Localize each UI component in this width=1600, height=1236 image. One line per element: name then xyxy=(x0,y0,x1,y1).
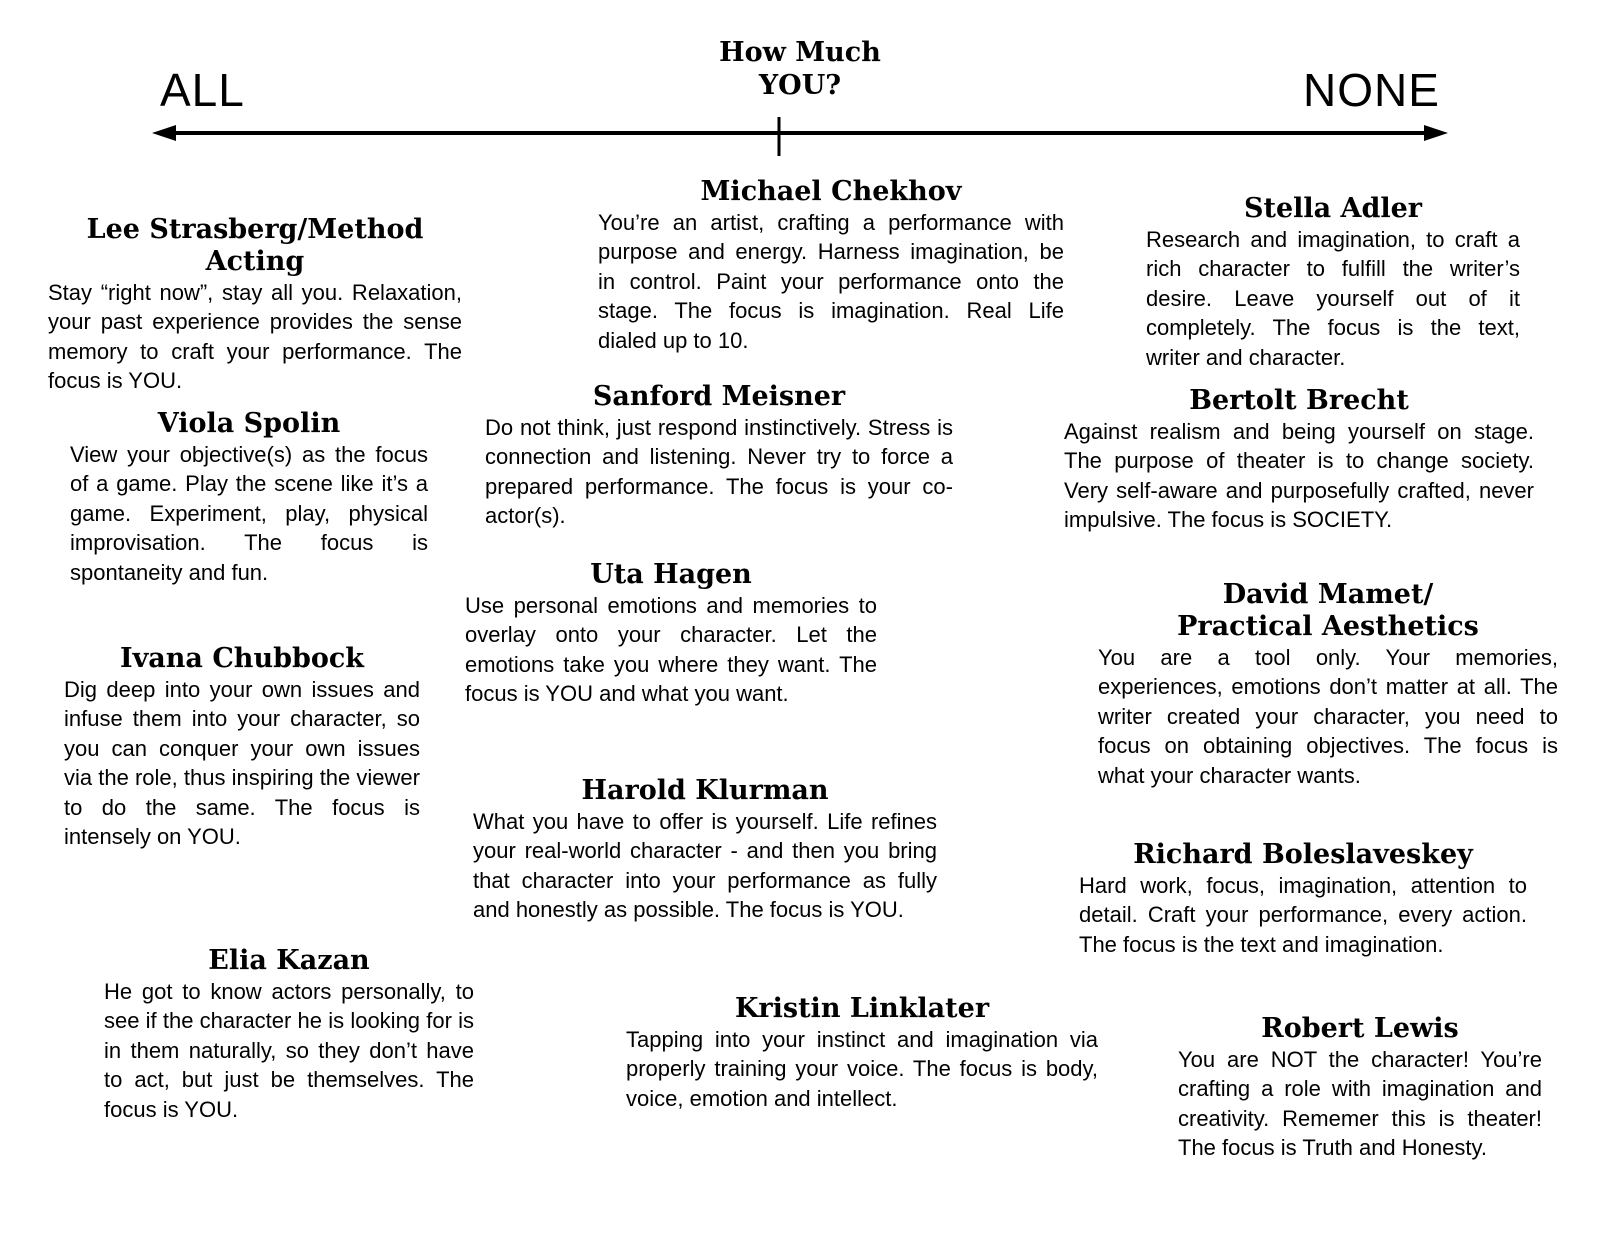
method-card-hagen xyxy=(465,559,877,709)
method-card-kazan xyxy=(104,945,474,1124)
method-card-meisner xyxy=(485,381,953,531)
axis-title xyxy=(700,36,900,102)
method-description: View your objective(s) as the focus of a game. Play the scene like it’s a game. Experiment, play, physical improvisation. The focus is spontaneity and fun. xyxy=(70,442,428,585)
method-card-brecht xyxy=(1064,385,1534,535)
method-card-mamet xyxy=(1098,579,1558,790)
method-description: Tapping into your instinct and imagination via properly training your voice. The focus is body, voice, emotion and intellect. xyxy=(626,1027,1098,1111)
method-name: Michael Chekhov xyxy=(700,176,962,207)
method-card-lewis xyxy=(1178,1013,1542,1163)
method-name: Viola Spolin xyxy=(157,408,341,439)
method-description: Do not think, just respond instinctively. Stress is connection and listening. Never try to force a prepared performance. The focus is your co-actor(s). xyxy=(485,415,953,529)
method-name-line1: David Mamet/ xyxy=(1222,579,1434,610)
method-description: Hard work, focus, imagination, attention to detail. Craft your performance, every action. The focus is the text and imagination. xyxy=(1079,873,1527,957)
method-description: You’re an artist, crafting a performance with purpose and energy. Harness imagination, be in control. Paint your performance onto the stage. The focus is imagination. Real Life dialed up to 10. xyxy=(598,210,1064,353)
method-description: You are NOT the character! You’re crafting a role with imagination and creativity. Rememer this is theater! The focus is Truth and Honesty. xyxy=(1178,1047,1542,1161)
method-name: Bertolt Brecht xyxy=(1189,385,1409,416)
method-name: Ivana Chubbock xyxy=(119,643,364,674)
method-description: You are a tool only. Your memories, experiences, emotions don’t matter at all. The writer created your character, you need to focus on obtaining objectives. The focus is what your character wants. xyxy=(1098,645,1558,788)
method-name xyxy=(1098,579,1558,643)
method-card-strasberg xyxy=(48,214,462,396)
axis-arrow-right xyxy=(1424,125,1448,141)
method-name: Stella Adler xyxy=(1243,193,1423,224)
method-card-boleslaveskey xyxy=(1079,839,1527,959)
method-description: Against realism and being yourself on stage. The purpose of theater is to change society. Very self-aware and purposefully crafted, never impulsive. The focus is SOCIETY. xyxy=(1064,419,1534,533)
method-description: Stay “right now”, stay all you. Relaxation, your past experience provides the sense memory to craft your performance. The focus is YOU. xyxy=(48,280,462,394)
axis-title-line1: How Much xyxy=(719,37,881,68)
method-description: What you have to offer is yourself. Life refines your real-world character - and then you bring that character into your performance as fully and honestly as possible. The focus is YOU. xyxy=(473,809,937,923)
axis-title-line2: YOU? xyxy=(758,70,842,101)
method-card-chubbock xyxy=(64,643,420,851)
axis-arrow-left xyxy=(152,125,176,141)
method-card-klurman xyxy=(473,775,937,925)
method-name: Robert Lewis xyxy=(1261,1013,1459,1044)
axis-label-none: NONE xyxy=(1303,64,1440,116)
method-name: Harold Klurman xyxy=(581,775,829,806)
method-name: Sanford Meisner xyxy=(592,381,846,412)
method-name: Richard Boleslaveskey xyxy=(1133,839,1473,870)
method-name: Lee Strasberg/Method Acting xyxy=(86,214,424,277)
method-description: Dig deep into your own issues and infuse them into your character, so you can conquer your own issues via the role, thus inspiring the viewer to do the same. The focus is intensely on YOU. xyxy=(64,677,420,850)
method-card-linklater xyxy=(626,993,1098,1113)
method-card-spolin xyxy=(70,408,428,587)
method-name-line2: Practical Aesthetics xyxy=(1177,611,1479,642)
method-name: Elia Kazan xyxy=(208,945,370,976)
method-card-chekhov xyxy=(598,176,1064,355)
method-name: Kristin Linklater xyxy=(734,993,990,1024)
method-description: Research and imagination, to craft a rich character to fulfill the writer’s desire. Leave yourself out of it completely. The focus is the text, writer and character. xyxy=(1146,227,1520,370)
method-card-adler xyxy=(1146,193,1520,372)
spectrum-axis xyxy=(150,116,1450,166)
method-description: He got to know actors personally, to see if the character he is looking for is in them naturally, so they don’t have to act, but just be themselves. The focus is YOU. xyxy=(104,979,474,1122)
method-description: Use personal emotions and memories to overlay onto your character. Let the emotions take you where they want. The focus is YOU and what you want. xyxy=(465,593,877,707)
method-name: Uta Hagen xyxy=(590,559,752,590)
axis-label-all: ALL xyxy=(160,64,245,116)
